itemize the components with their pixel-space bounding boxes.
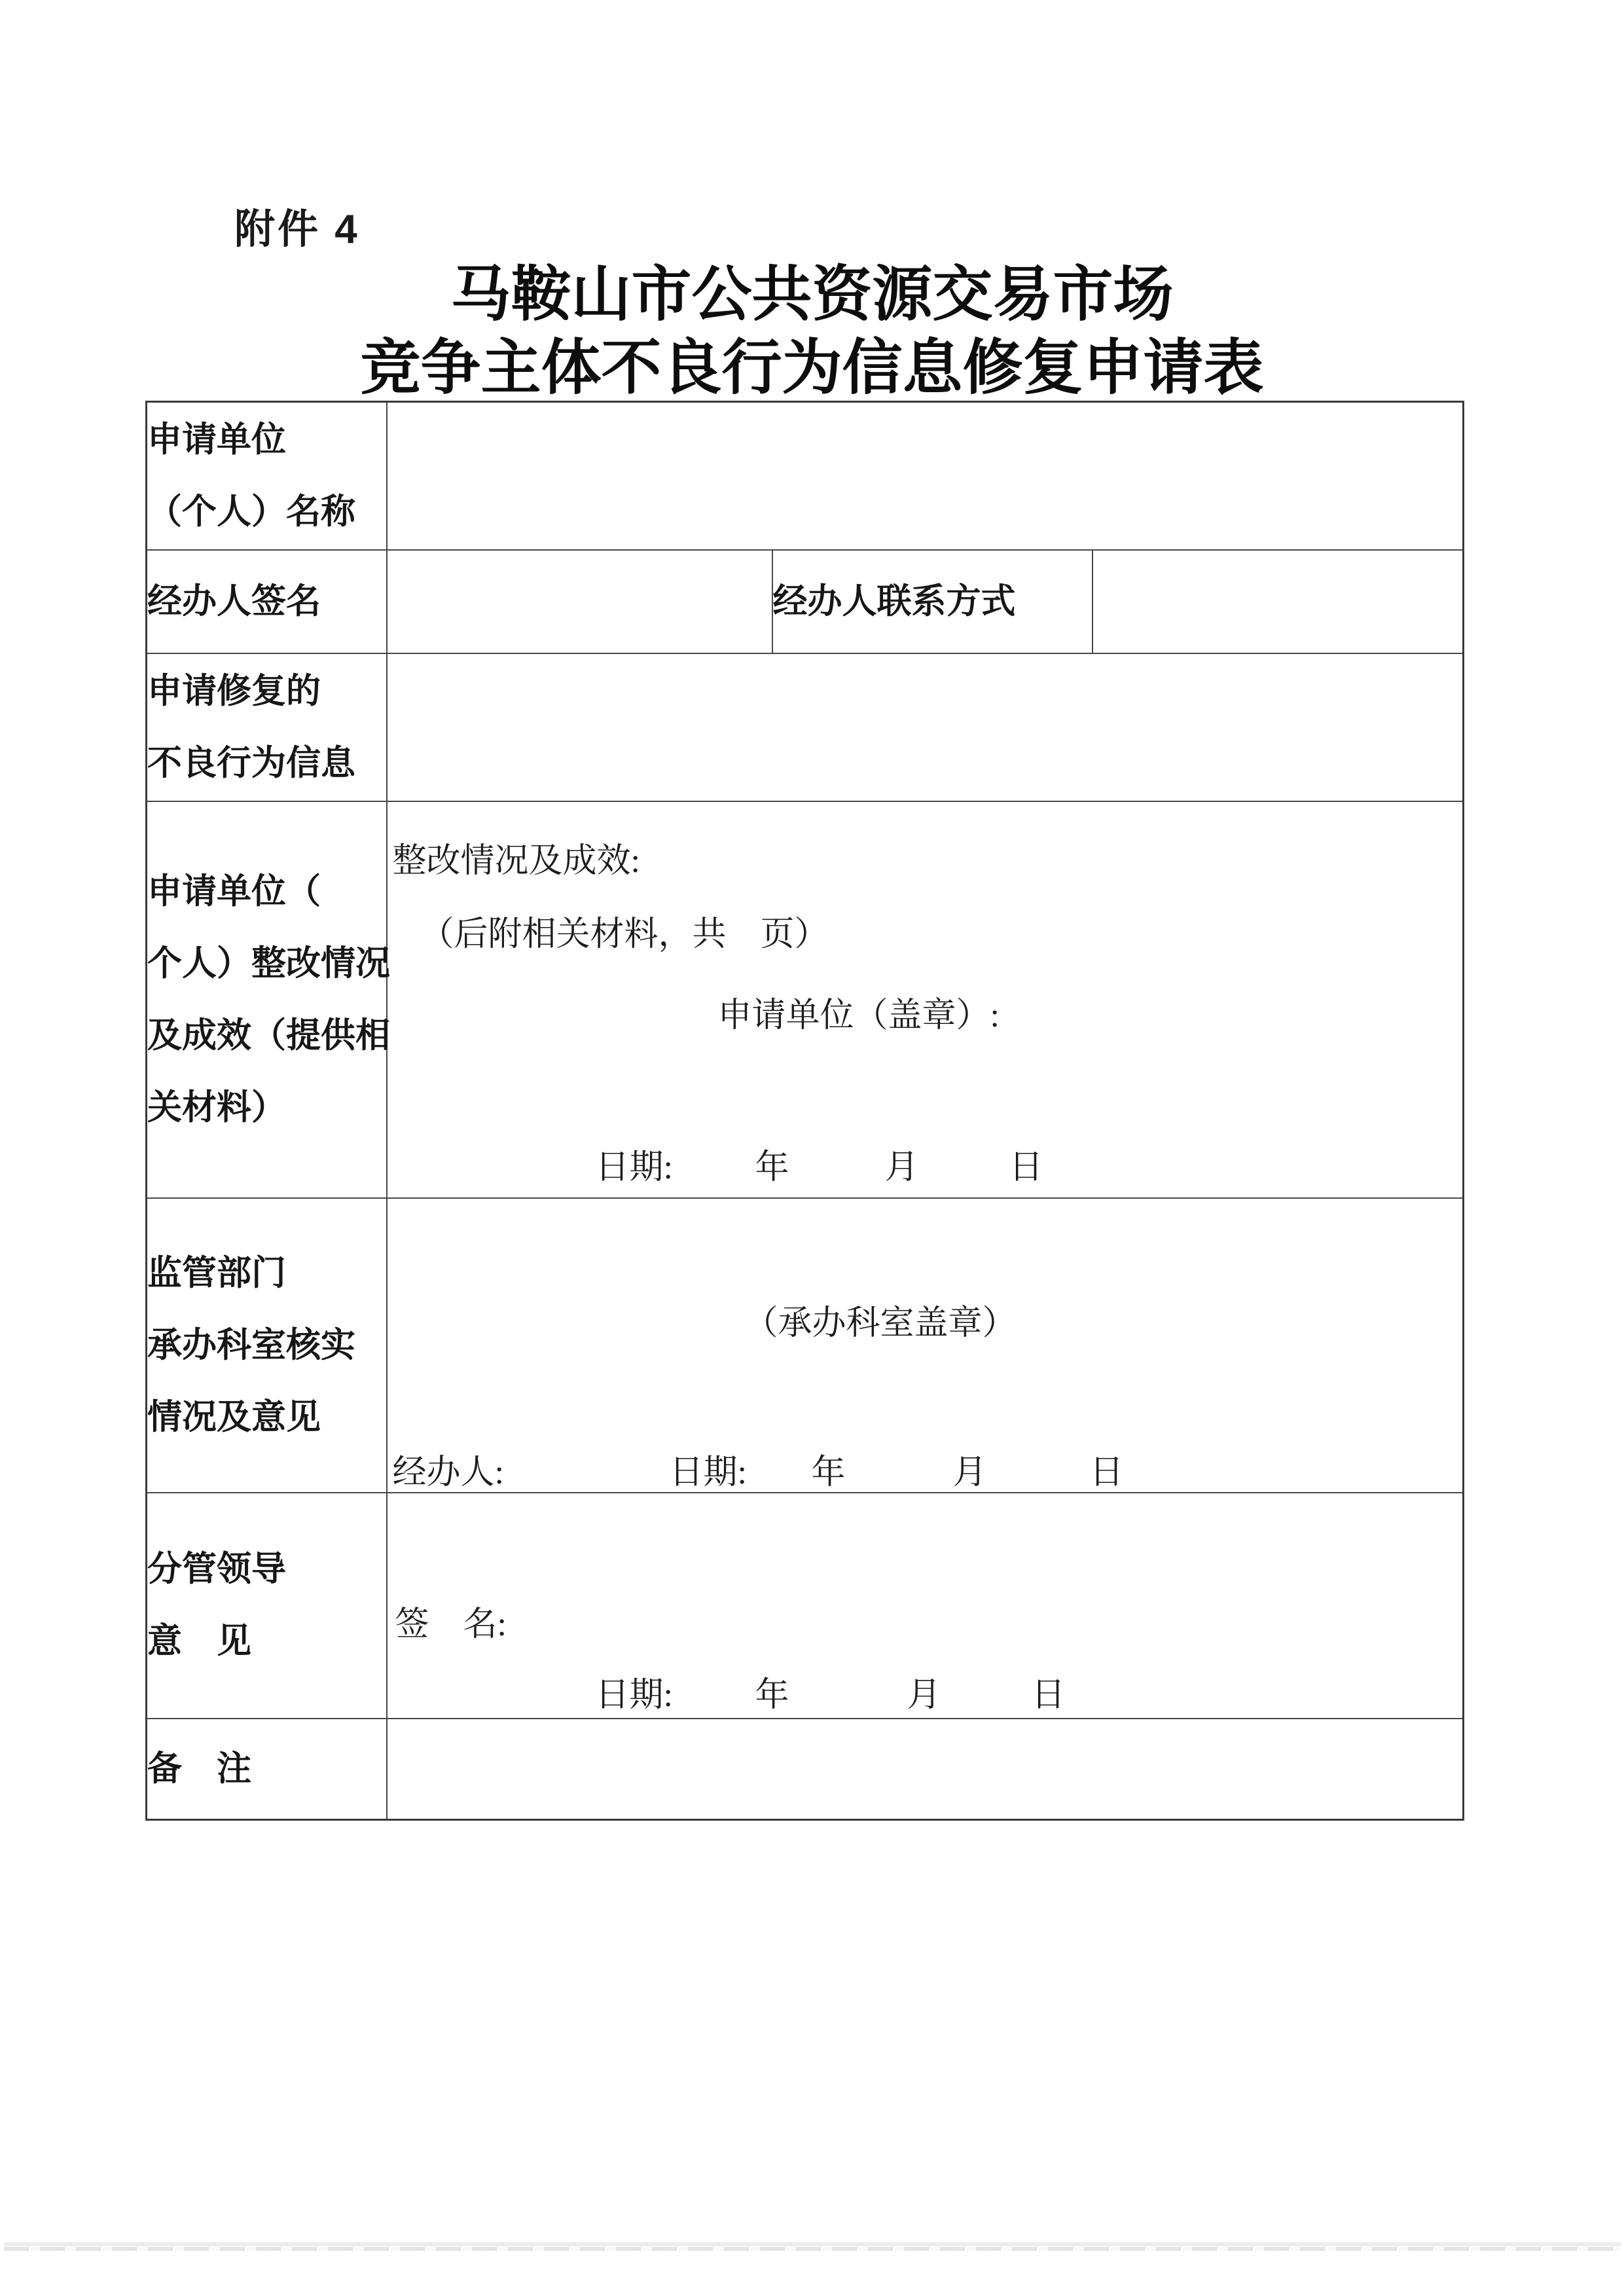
row-bad-behavior <box>147 653 1464 801</box>
bad-behavior-label-line2: 不良行为信息 <box>147 743 355 782</box>
supervision-operator-label: 经办人: <box>392 1453 504 1491</box>
row-leader-opinion <box>147 1493 1464 1719</box>
remarks-value-cell <box>387 1719 1464 1820</box>
handler-signature-label-cell <box>147 550 387 653</box>
scan-artifact-dashes <box>4 2247 1621 2251</box>
leader-opinion-label-line2: 意 见 <box>147 1622 251 1660</box>
leader-opinion-label-cell <box>147 1493 387 1719</box>
supervision-label-line2: 承办科室核实 <box>147 1325 355 1364</box>
leader-date-label: 日期: <box>595 1676 673 1714</box>
bad-behavior-value-cell <box>387 653 1464 801</box>
handler-contact-value-cell <box>1092 550 1464 653</box>
handler-signature-value-cell <box>387 550 772 653</box>
rectification-label-line4: 关材料） <box>147 1087 286 1127</box>
supervision-year-label: 年 <box>811 1453 846 1491</box>
remarks-label: 备 注 <box>147 1749 251 1788</box>
leader-day-label: 日 <box>1031 1676 1066 1714</box>
rectification-label-cell <box>147 801 390 1198</box>
supervision-label-cell <box>147 1198 387 1493</box>
handler-contact-label-cell <box>772 550 1092 653</box>
handler-signature-label: 经办人签名 <box>147 581 321 621</box>
leader-opinion-label-line1: 分管领导 <box>147 1550 286 1588</box>
row-supervision <box>147 1198 1464 1493</box>
row-applicant-name <box>147 402 1464 550</box>
applicant-name-label-line1: 申请单位 <box>147 420 286 459</box>
rectification-month-label: 月 <box>884 1148 919 1186</box>
supervision-day-label: 日 <box>1089 1453 1124 1491</box>
rectification-label-line1: 申请单位（ <box>147 871 321 911</box>
supervision-label-line1: 监管部门 <box>147 1253 286 1292</box>
bad-behavior-label-cell <box>147 653 387 801</box>
leader-month-label: 月 <box>907 1676 941 1714</box>
leader-sign-label: 签 名: <box>395 1605 507 1643</box>
rectification-attachment-note: （后附相关材料，共 页） <box>420 915 829 953</box>
rectification-label-line2: 个人）整改情况 <box>147 943 390 983</box>
supervision-content-cell <box>387 1198 1464 1493</box>
form-title-line1: 马鞍山市公共资源交易市场 <box>450 261 1174 328</box>
remarks-label-cell <box>147 1719 387 1820</box>
row-remarks <box>147 1719 1464 1820</box>
applicant-name-value-cell <box>387 402 1464 550</box>
department-seal-note: （承办科室盖章） <box>744 1304 1017 1342</box>
rectification-content-heading: 整改情况及成效: <box>392 842 640 880</box>
applicant-seal-label: 申请单位（盖章）: <box>717 996 1000 1034</box>
handler-contact-label: 经办人联系方式 <box>772 581 1016 621</box>
scan-artifact-line <box>4 2242 1621 2246</box>
supervision-label-line3: 情况及意见 <box>147 1397 321 1436</box>
rectification-date-label: 日期: <box>595 1148 673 1186</box>
supervision-date-label: 日期: <box>669 1453 747 1491</box>
row-rectification <box>147 801 1464 1198</box>
row-handler <box>147 550 1464 653</box>
rectification-year-label: 年 <box>755 1148 789 1186</box>
supervision-month-label: 月 <box>952 1453 987 1491</box>
attachment-label: 附件 4 <box>234 207 360 252</box>
rectification-label-line3: 及成效（提供相 <box>147 1015 390 1055</box>
form-title-line2: 竞争主体不良行为信息修复申请表 <box>360 335 1264 401</box>
application-form-table <box>145 401 1464 1821</box>
rectification-day-label: 日 <box>1009 1148 1043 1186</box>
leader-opinion-content-cell <box>387 1493 1464 1719</box>
applicant-name-label-line2: （个人）名称 <box>147 492 355 531</box>
bad-behavior-label-line1: 申请修复的 <box>147 671 321 710</box>
leader-year-label: 年 <box>755 1676 789 1714</box>
applicant-name-label-cell <box>147 402 387 550</box>
rectification-content-cell <box>387 801 1464 1198</box>
